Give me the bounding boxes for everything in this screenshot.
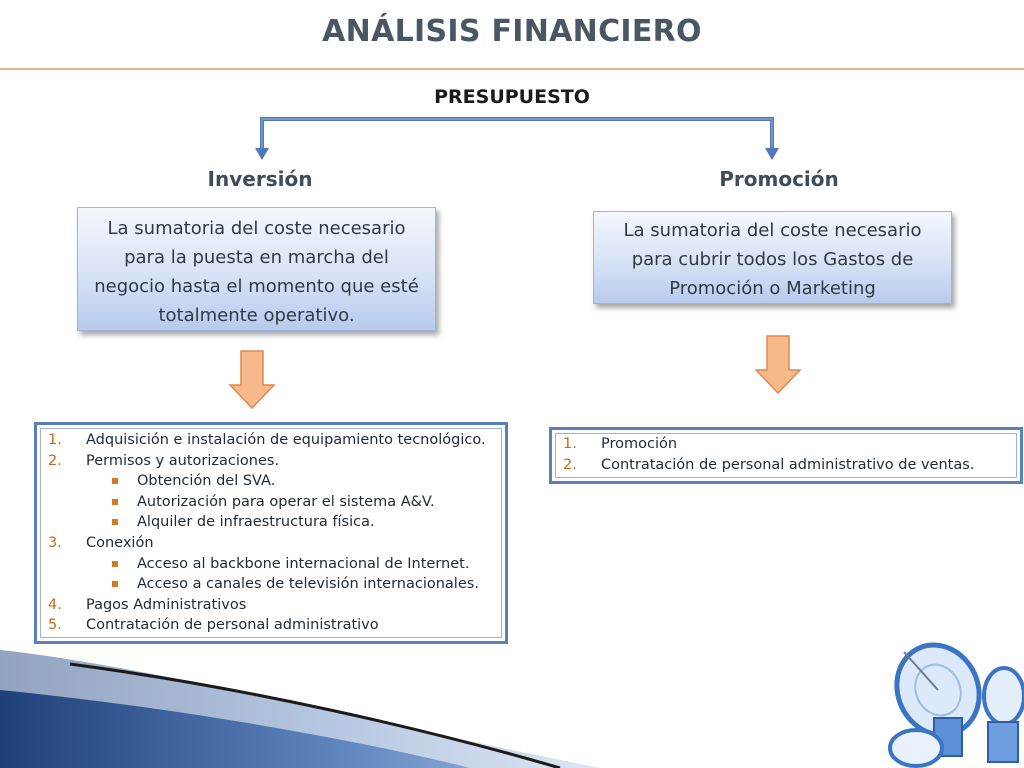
square-bullet-icon bbox=[112, 499, 118, 505]
down-arrow-icon bbox=[228, 349, 276, 411]
square-bullet-icon bbox=[112, 581, 118, 587]
list-item: 3. Conexión bbox=[48, 534, 154, 551]
promotion-list bbox=[563, 434, 1013, 475]
square-bullet-icon bbox=[112, 478, 118, 484]
sub-list-item: Obtención del SVA. bbox=[48, 471, 498, 492]
branch-connector bbox=[0, 0, 1024, 170]
down-arrow-icon bbox=[754, 334, 802, 396]
sub-list-item: Acceso a canales de televisión internacionales. bbox=[48, 574, 498, 595]
promotion-heading: Promoción bbox=[719, 167, 839, 191]
list-item: 1. Promoción bbox=[563, 436, 678, 452]
sub-list-item: Autorización para operar el sistema A&V. bbox=[48, 492, 498, 513]
sub-list-item: Alquiler de infraestructura física. bbox=[48, 512, 498, 533]
square-bullet-icon bbox=[112, 519, 118, 525]
satellite-dish-icon bbox=[876, 630, 1024, 768]
list-item: 2. Permisos y autorizaciones. bbox=[48, 452, 280, 469]
list-item: 2. Contratación de personal administrativo de ventas. bbox=[563, 456, 975, 473]
investment-description: La sumatoria del coste necesario para la puesta en marcha del negocio hasta el momento que esté totalmente operativo. bbox=[77, 207, 436, 331]
page-title: ANÁLISIS FINANCIERO bbox=[322, 14, 702, 49]
list-item: 5. Contratación de personal administrativo bbox=[48, 617, 379, 634]
budget-heading: PRESUPUESTO bbox=[434, 86, 590, 108]
square-bullet-icon bbox=[112, 561, 118, 567]
list-item: 4. Pagos Administrativos bbox=[48, 596, 247, 613]
investment-list bbox=[48, 430, 498, 636]
investment-heading: Inversión bbox=[207, 167, 313, 191]
list-item: 1. Adquisición e instalación de equipamiento tecnológico. bbox=[48, 432, 486, 448]
promotion-description: La sumatoria del coste necesario para cubrir todos los Gastos de Promoción o Marketing bbox=[593, 211, 952, 304]
sub-list-item: Acceso al backbone internacional de Internet. bbox=[48, 554, 498, 575]
